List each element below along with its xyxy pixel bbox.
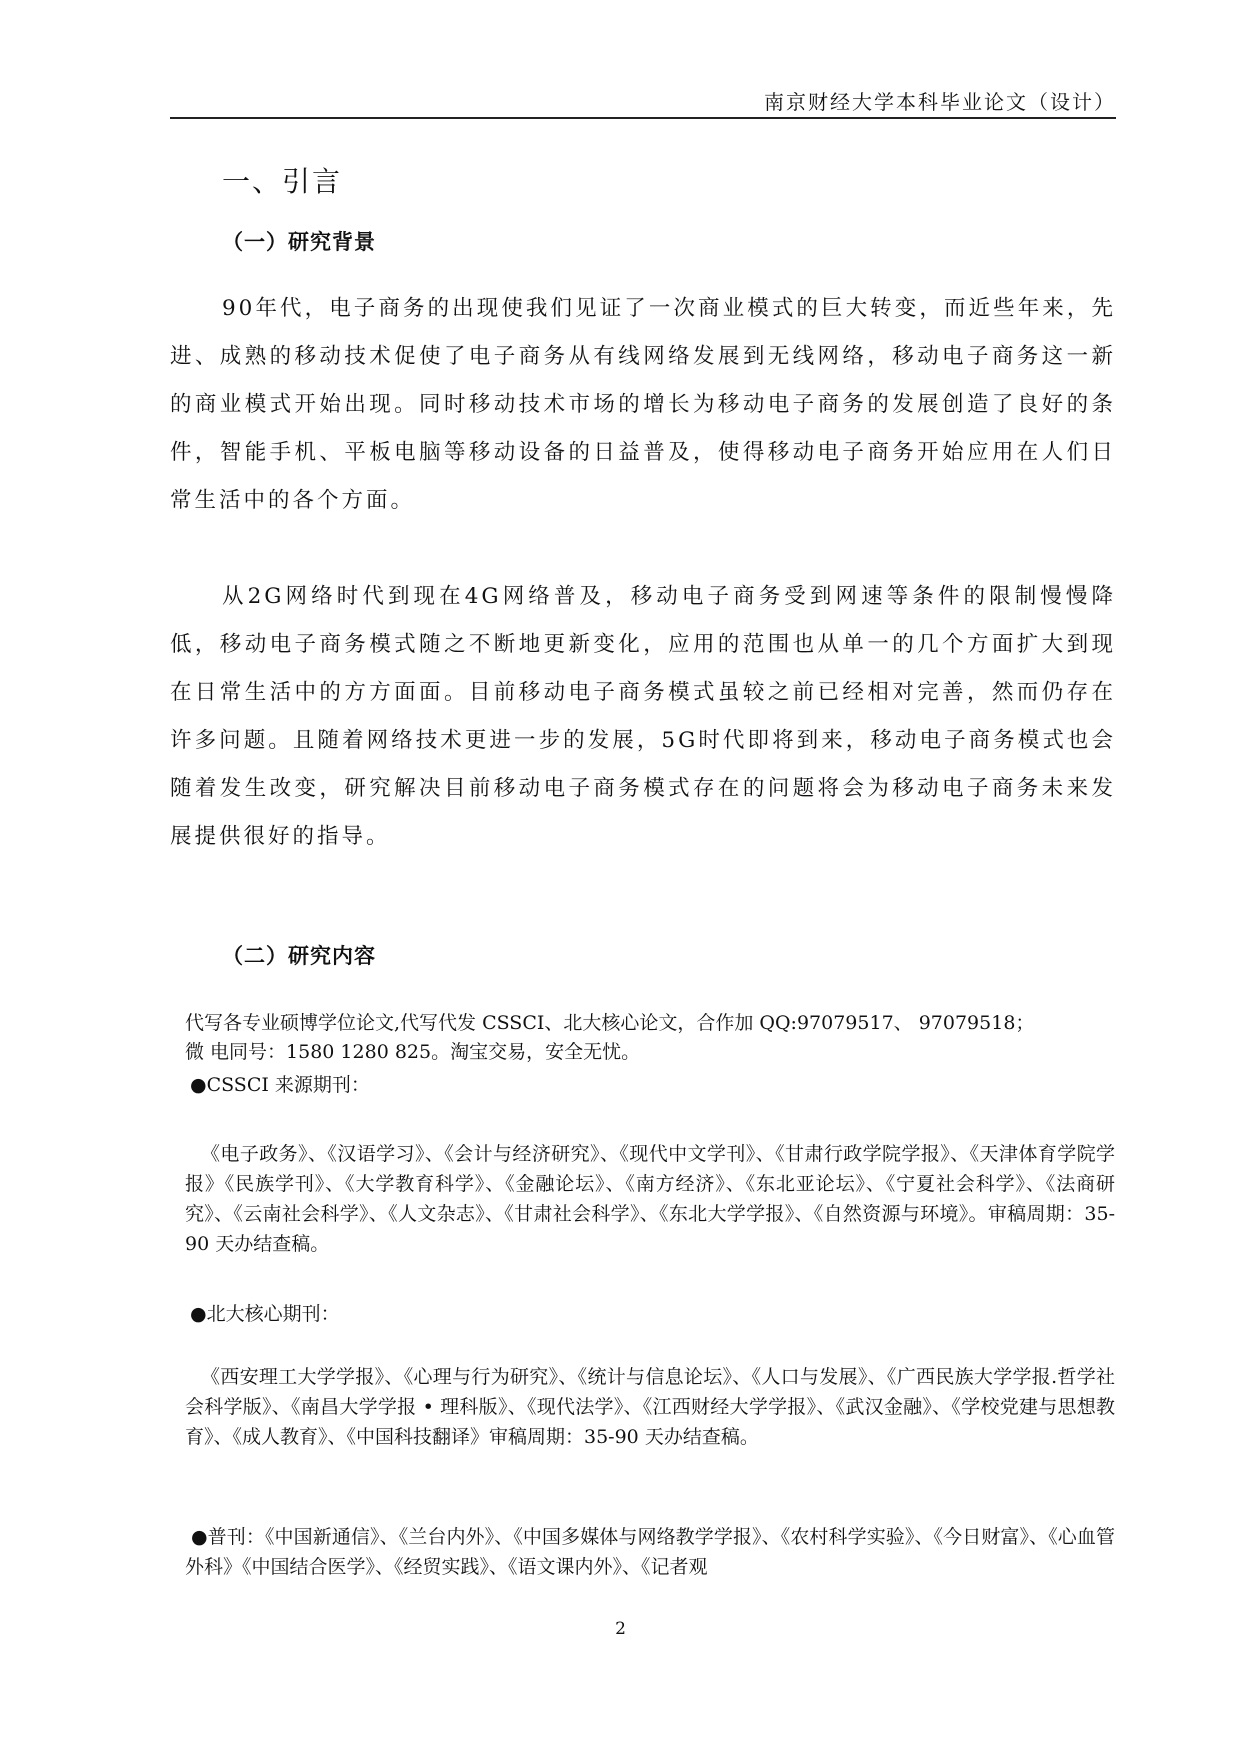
cssci-heading: ●CSSCI 来源期刊： (190, 1074, 370, 1096)
running-header-title: 南京财经大学本科毕业论文（设计） (764, 90, 1116, 114)
notice-line-1: 代写各专业硕博学位论文,代写代发 CSSCI、北大核心论文，合作加 QQ:97079517、 97079518； (185, 1012, 1035, 1034)
section-title-content: （二）研究内容 (222, 944, 376, 968)
page-number: 2 (615, 1619, 626, 1639)
header-divider (170, 117, 1116, 119)
section-title-background: （一）研究背景 (222, 230, 376, 254)
body-paragraph-2: 从2G网络时代到现在4G网络普及，移动电子商务受到网速等条件的限制慢慢降低，移动电子商务模式随之不断地更新变化，应用的范围也从单一的几个方面扩大到现在日常生活中的方方面面。目前移动电子商务模式虽较之前已经相对完善，然而仍存在许多问题。且随着网络技术更进一步的发展，5G时代即将到来，移动电子商务模式也会随着发生改变，研究解决目前移动电子商务模式存在的问题将会为移动电子商务未来发展提供很好的指导。 (170, 584, 1116, 849)
general-journal-list: ●普刊：《中国新通信》、《兰台内外》、《中国多媒体与网络教学学报》、《农村科学实验》、《今日财富》、《心血管外科》《中国结合医学》、《经贸实践》、《语文课内外》、《记者观 (185, 1526, 1115, 1578)
notice-block (185, 1009, 1115, 1067)
cssci-journal-list: 《电子政务》、《汉语学习》、《会计与经济研究》、《现代中文学刊》、《甘肃行政学院学报》、《天津体育学院学报》《民族学刊》、《大学教育科学》、《金融论坛》、《南方经济》、《东北亚论坛》、《宁夏社会科学》、《法商研究》、《云南社会科学》、《人文杂志》、《甘肃社会科学》、《东北大学学报》、《自然资源与环境》。审稿周期：35-90 天办结查稿。 (185, 1143, 1115, 1255)
chapter-title: 一、引言 (222, 165, 343, 198)
pku-heading: ●北大核心期刊： (190, 1303, 340, 1325)
notice-line-2: 微 电同号：1580 1280 825。淘宝交易，安全无忧。 (185, 1041, 641, 1063)
body-paragraph-1: 90年代，电子商务的出现使我们见证了一次商业模式的巨大转变，而近些年来，先进、成熟的移动技术促使了电子商务从有线网络发展到无线网络，移动电子商务这一新的商业模式开始出现。同时移动技术市场的增长为移动电子商务的发展创造了良好的条件，智能手机、平板电脑等移动设备的日益普及，使得移动电子商务开始应用在人们日常生活中的各个方面。 (170, 296, 1116, 513)
pku-journal-list: 《西安理工大学学报》、《心理与行为研究》、《统计与信息论坛》、《人口与发展》、《广西民族大学学报.哲学社会科学版》、《南昌大学学报 • 理科版》、《现代法学》、《江西财经大学学报》、《武汉金融》、《学校党建与思想教育》、《成人教育》、《中国科技翻译》审稿周期：35-90 天办结查稿。 (185, 1366, 1115, 1448)
